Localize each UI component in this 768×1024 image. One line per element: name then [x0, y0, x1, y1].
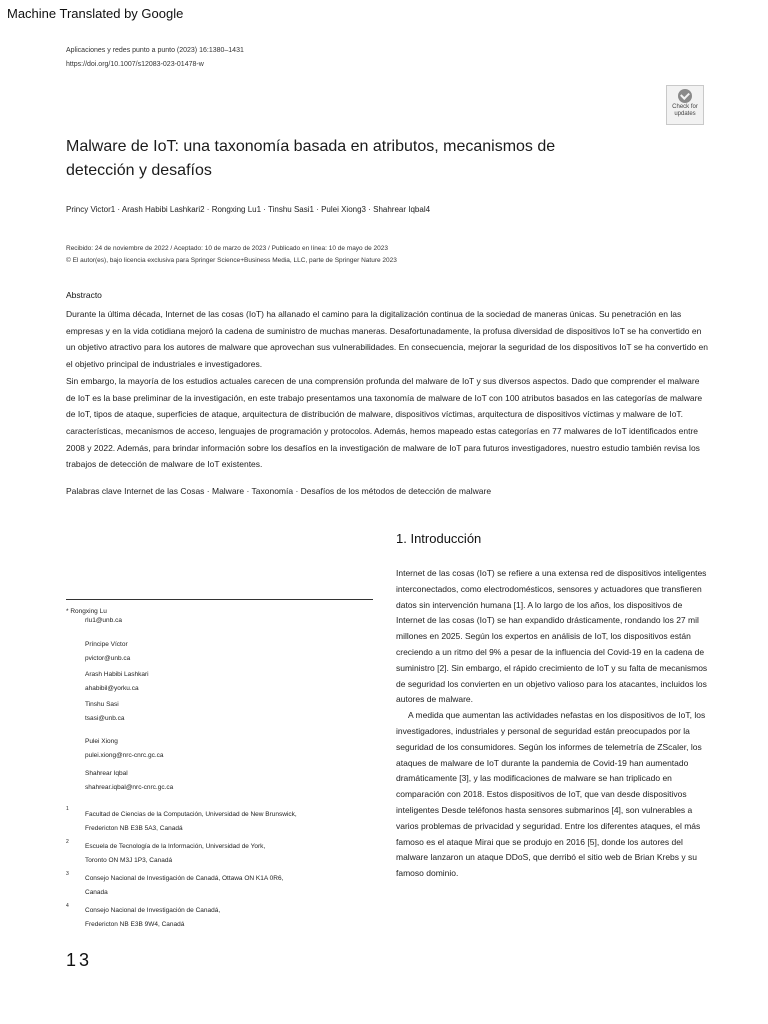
journal-line: Aplicaciones y redes punto a punto (2023) 16:1380–1431 — [66, 47, 244, 54]
affiliation-number: 4 — [66, 903, 69, 909]
contact-block-3 — [85, 668, 149, 696]
check-for-updates-badge[interactable] — [666, 85, 704, 125]
keywords: Palabras clave Internet de las Cosas · Malware · Taxonomía · Desafíos de los métodos de detección de malware — [66, 486, 492, 496]
author-list: Princy Victor1 · Arash Habibi Lashkari2 · Rongxing Lu1 · Tinshu Sasi1 · Pulei Xiong3 · Shahrear Iqbal4 — [66, 205, 431, 214]
affiliation-2 — [85, 840, 265, 868]
affiliation-line: Fredericton NB E3B 5A3, Canadá — [85, 825, 183, 832]
intro-paragraph-1: Internet de las cosas (IoT) se refiere a una extensa red de dispositivos inteligentes interconectados, como electrodomésticos, sensores y actuadores que transfieren datos sin intervención humana [1]. A lo largo de los años, los dispositivos de Internet de las cosas (IoT) se han expandido drásticamente, rondando los 27 mil millones en 2025. Según los expertos en análisis de IoT, los dispositivos están creciendo a un ritmo del 9% a pesar de la influencia del Covid-19 en la cadena de suministro [2]. Sin embargo, el rápido crecimiento de IoT y su falta de mecanismos de seguridad los convierten en un objetivo valioso para los atacantes, incluidos los autores de malware. — [396, 568, 708, 705]
abstract-paragraph-2: Sin embargo, la mayoría de los estudios actuales carecen de una comprensión profunda del malware de IoT y sus diversos aspectos. Dado que comprender el malware de IoT es la base preliminar de la investigación, en este trabajo presentamos una taxonomía de malware de IoT con 100 atributos basados en las categorías de malware de IoT, tipos de ataque, superficies de ataque, arquitectura de distribución de malware, dispositivos víctimas, arquitectura de dispositivos víctimas y malware de IoT. características, mecanismos de acceso, lenguajes de programación y protocolos. Además, hemos mapeado estas categorías en 77 malwares de IoT identificados entre 2008 y 2022. Además, para brindar información sobre los desafíos en la investigación de malware de IoT para futuros investigadores, nuestro estudio también revisa los trabajos de detección de malware de IoT existentes. — [66, 375, 703, 470]
contact-name: Príncipe Víctor — [85, 641, 128, 648]
abstract-paragraph-1: Durante la última década, Internet de las cosas (IoT) ha allanado el camino para la digitalización continua de la sociedad de maneras únicas. Su penetración en las empresas y en la vida cotidiana mejoró la cadena de suministro de muchas maneras. Desafortunadamente, la profusa diversidad de dispositivos IoT se ha convertido en un objetivo atractivo para los autores de malware que aprovechan sus vulnerabilidades. En consecuencia, mejorar la seguridad de los dispositivos IoT se ha convertido en el objetivo principal de industriales e investigadores. — [66, 309, 708, 370]
affiliation-number: 3 — [66, 871, 69, 877]
affiliation-line: Toronto ON M3J 1P3, Canadá — [85, 857, 173, 864]
affiliation-4 — [85, 904, 220, 932]
affiliation-number: 2 — [66, 839, 69, 845]
contact-block-6 — [85, 767, 173, 795]
publication-dates — [66, 243, 397, 267]
check-updates-icon — [678, 89, 692, 103]
contact-email[interactable]: pulei.xiong@nrc-cnrc.gc.ca — [85, 752, 164, 759]
abstract-heading: Abstracto — [66, 290, 102, 300]
contact-name: Tinshu Sasi — [85, 701, 119, 708]
badge-text-1: Check for — [672, 104, 698, 110]
contact-email[interactable]: pvictor@unb.ca — [85, 655, 131, 662]
contact-block-4 — [85, 698, 124, 726]
affiliation-line: Facultad de Ciencias de la Computación, Universidad de New Brunswick, — [85, 811, 297, 818]
affiliation-number: 1 — [66, 806, 69, 812]
doi-link[interactable]: https://doi.org/10.1007/s12083-023-01478-w — [66, 61, 204, 68]
paper-title: Malware de IoT: una taxonomía basada en atributos, mecanismos de detección y desafíos — [66, 138, 556, 179]
page-number: 13 — [66, 950, 93, 970]
section-heading-introduction: 1. Introducción — [396, 531, 482, 546]
contact-email[interactable]: shahrear.iqbal@nrc-cnrc.gc.ca — [85, 784, 174, 791]
contact-block-5 — [85, 735, 164, 763]
abstract-body — [66, 306, 711, 473]
affiliation-line: Consejo Nacional de Investigación de Canadá, — [85, 907, 221, 914]
copyright-line: © El autor(es), bajo licencia exclusiva para Springer Science+Business Media, LLC, parte de Springer Nature 2023 — [66, 257, 397, 264]
introduction-body — [396, 566, 711, 882]
affiliation-line: Fredericton NB E3B 9W4, Canadá — [85, 921, 185, 928]
contact-block-2 — [85, 638, 130, 666]
contact-name: Pulei Xiong — [85, 738, 118, 745]
affiliation-line: Consejo Nacional de Investigación de Canadá, Ottawa ON K1A 0R6, — [85, 875, 284, 882]
contact-block-1 — [85, 614, 122, 628]
journal-info — [66, 44, 244, 72]
contact-email[interactable]: rlu1@unb.ca — [85, 617, 122, 624]
affiliation-3 — [85, 872, 283, 900]
intro-paragraph-2: A medida que aumentan las actividades nefastas en los dispositivos de IoT, los investigadores, industriales y personal de seguridad están preocupados por la seguridad de los consumidores. Según los informes de telemetría de ZScaler, los ataques de malware de IoT durante la pandemia de Covid-19 han aumentado dramáticamente [3], y las modificaciones de malware se han triplicado en comparación con 2018. Estos dispositivos de IoT, que van desde dispositivos inteligentes Desde teléfonos hasta sensores submarinos [4], son vulnerables a varios problemas de privacidad y seguridad. Entre los diferentes ataques, el más famoso es el ataque Mirai que se produjo en 2016 [5], donde los autores del malware lanzaron un ataque DDoS, que derribó el sitio web de Brian Krebs y su famoso dominio. — [396, 710, 706, 879]
contact-name: Arash Habibi Lashkari — [85, 671, 149, 678]
affiliation-line: Escuela de Tecnología de la Información, Universidad de York, — [85, 843, 266, 850]
corresponding-author: * Rongxing Lu — [66, 608, 107, 615]
badge-text-2: updates — [674, 111, 696, 117]
contact-email[interactable]: tsasi@unb.ca — [85, 715, 125, 722]
contact-name: Shahrear Iqbal — [85, 770, 128, 777]
contact-email[interactable]: ahabibil@yorku.ca — [85, 685, 139, 692]
dates-line: Recibido: 24 de noviembre de 2022 / Aceptado: 10 de marzo de 2023 / Publicado en línea: 10 de mayo de 2023 — [66, 245, 388, 252]
affiliation-1 — [85, 808, 297, 836]
affiliation-line: Canada — [85, 889, 108, 896]
machine-translated-label: Machine Translated by Google — [7, 6, 184, 21]
footnote-divider — [66, 599, 373, 600]
